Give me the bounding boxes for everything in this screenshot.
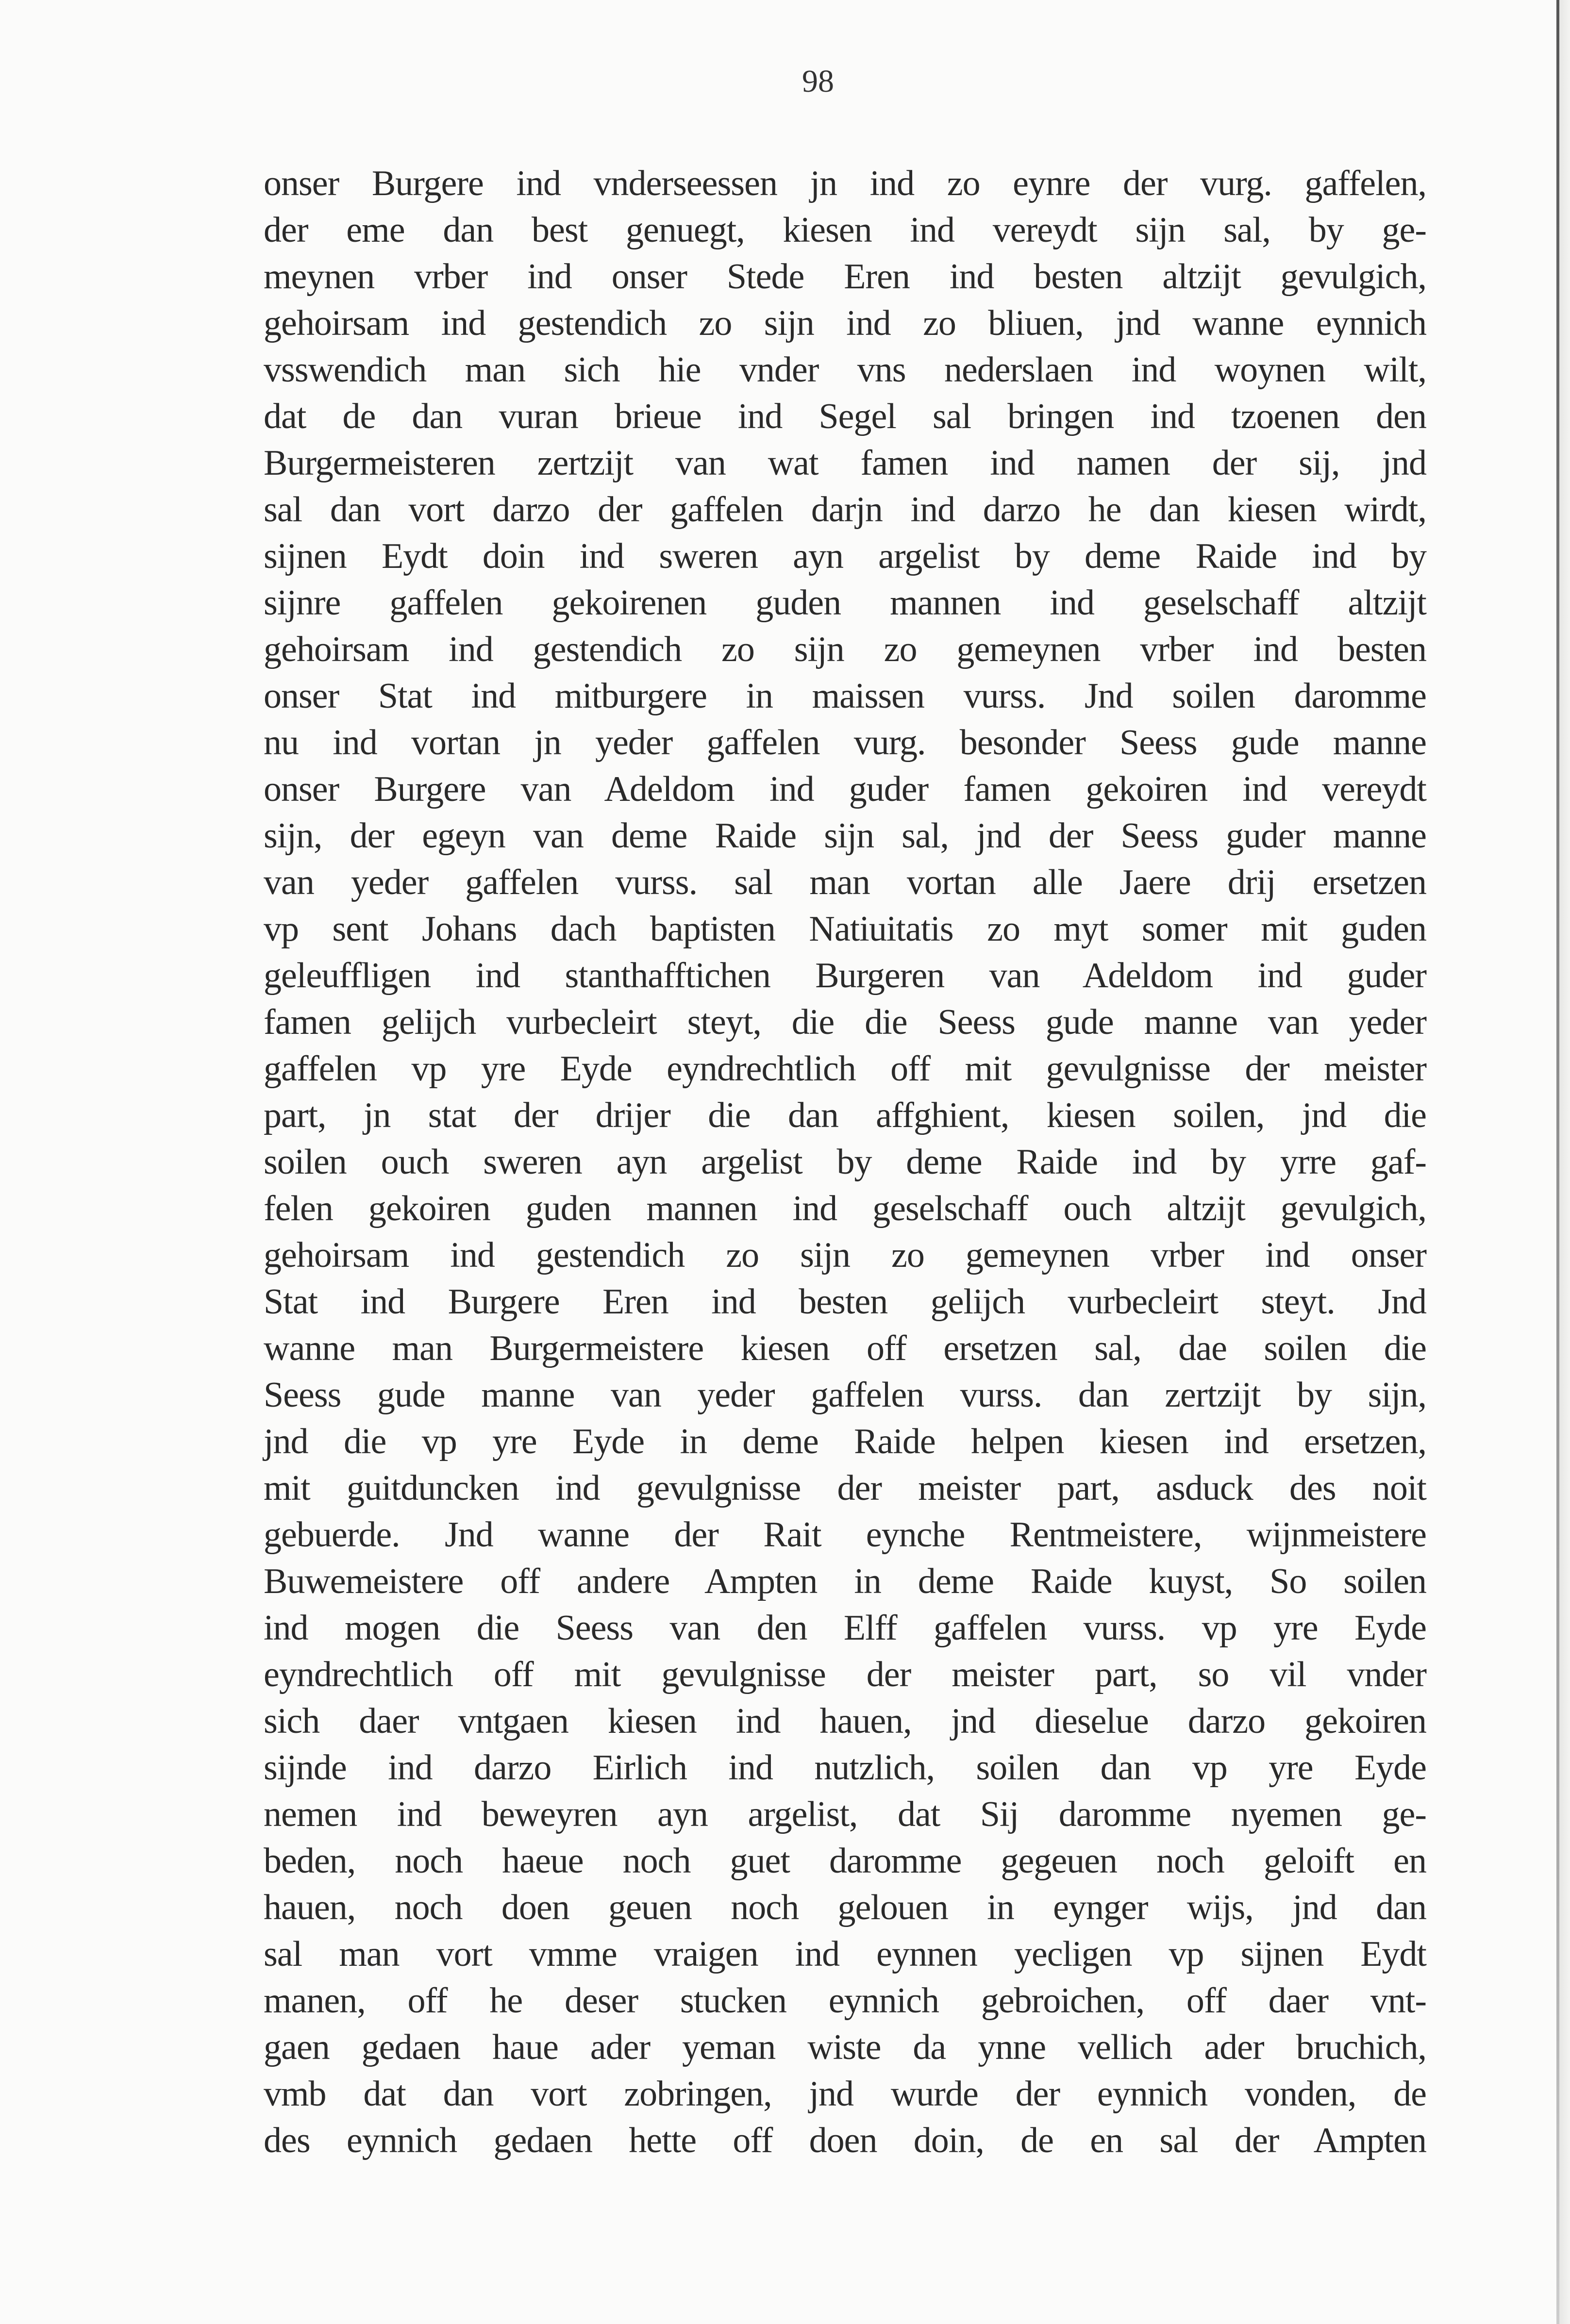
text-line: eyndrechtlich off mit gevulgnisse der meister part, so vil vnder xyxy=(264,1655,1426,1694)
scan-edge-shade xyxy=(1559,0,1570,2324)
text-line: wanne man Burgermeistere kiesen off ersetzen sal, dae soilen die xyxy=(264,1328,1426,1368)
text-line: hauen, noch doen geuen noch gelouen in eynger wijs, jnd dan xyxy=(264,1888,1426,1927)
text-line: onser Burgere van Adeldom ind guder famen gekoiren ind vereydt xyxy=(264,769,1426,809)
text-line: soilen ouch sweren ayn argelist by deme Raide ind by yrre gaf- xyxy=(264,1142,1426,1182)
text-line: manen, off he deser stucken eynnich gebroichen, off daer vnt- xyxy=(264,1981,1426,2021)
text-line: onser Stat ind mitburgere in maissen vurss. Jnd soilen daromme xyxy=(264,676,1426,716)
text-line: gaffelen vp yre Eyde eyndrechtlich off mit gevulgnisse der meister xyxy=(264,1049,1426,1089)
text-line: onser Burgere ind vnderseessen jn ind zo eynre der vurg. gaffelen, xyxy=(264,164,1426,203)
text-line: sijnen Eydt doin ind sweren ayn argelist by deme Raide ind by xyxy=(264,536,1426,576)
text-line: des eynnich gedaen hette off doen doin, de en sal der Ampten xyxy=(264,2121,1426,2160)
text-line: sijnde ind darzo Eirlich ind nutzlich, soilen dan vp yre Eyde xyxy=(264,1748,1426,1788)
text-line: famen gelijch vurbecleirt steyt, die die Seess gude manne van yeder xyxy=(264,1002,1426,1042)
text-line: der eme dan best genuegt, kiesen ind vereydt sijn sal, by ge- xyxy=(264,210,1426,250)
text-line: sijnre gaffelen gekoirenen guden mannen ind geselschaff altzijt xyxy=(264,583,1426,623)
text-line: Buwemeistere off andere Ampten in deme Raide kuyst, So soilen xyxy=(264,1561,1426,1601)
text-line: beden, noch haeue noch guet daromme gegeuen noch geloift en xyxy=(264,1841,1426,1881)
text-line: felen gekoiren guden mannen ind geselschaff ouch altzijt gevulgich, xyxy=(264,1189,1426,1228)
text-line: vp sent Johans dach baptisten Natiuitatis zo myt somer mit guden xyxy=(264,909,1426,949)
text-line: part, jn stat der drijer die dan affghient, kiesen soilen, jnd die xyxy=(264,1096,1426,1135)
text-line: vmb dat dan vort zobringen, jnd wurde der eynnich vonden, de xyxy=(264,2074,1426,2114)
text-line: sal man vort vmme vraigen ind eynnen yecligen vp sijnen Eydt xyxy=(264,1934,1426,1974)
text-line: gehoirsam ind gestendich zo sijn ind zo bliuen, jnd wanne eynnich xyxy=(264,303,1426,343)
text-line: mit guitduncken ind gevulgnisse der meister part, asduck des noit xyxy=(264,1468,1426,1508)
page-number: 98 xyxy=(802,64,834,99)
text-line: sich daer vntgaen kiesen ind hauen, jnd dieselue darzo gekoiren xyxy=(264,1701,1426,1741)
text-line: Burgermeisteren zertzijt van wat famen ind namen der sij, jnd xyxy=(264,443,1426,483)
text-line: gebuerde. Jnd wanne der Rait eynche Rentmeistere, wijnmeistere xyxy=(264,1515,1426,1555)
text-line: gehoirsam ind gestendich zo sijn zo gemeynen vrber ind onser xyxy=(264,1235,1426,1275)
body-text xyxy=(264,160,1426,2164)
scan-page-edge xyxy=(1556,0,1559,2324)
text-line: dat de dan vuran brieue ind Segel sal bringen ind tzoenen den xyxy=(264,397,1426,436)
text-line: vsswendich man sich hie vnder vns nederslaen ind woynen wilt, xyxy=(264,350,1426,390)
text-line: nu ind vortan jn yeder gaffelen vurg. besonder Seess gude manne xyxy=(264,723,1426,763)
text-line: gehoirsam ind gestendich zo sijn zo gemeynen vrber ind besten xyxy=(264,630,1426,669)
text-line: geleuffligen ind stanthafftichen Burgeren van Adeldom ind guder xyxy=(264,956,1426,996)
text-line: sijn, der egeyn van deme Raide sijn sal, jnd der Seess guder manne xyxy=(264,816,1426,856)
text-line: van yeder gaffelen vurss. sal man vortan alle Jaere drij ersetzen xyxy=(264,863,1426,902)
text-line: nemen ind beweyren ayn argelist, dat Sij daromme nyemen ge- xyxy=(264,1794,1426,1834)
text-line: sal dan vort darzo der gaffelen darjn ind darzo he dan kiesen wirdt, xyxy=(264,490,1426,530)
text-line: ind mogen die Seess van den Elff gaffelen vurss. vp yre Eyde xyxy=(264,1608,1426,1648)
text-line: jnd die vp yre Eyde in deme Raide helpen kiesen ind ersetzen, xyxy=(264,1422,1426,1461)
text-line: Seess gude manne van yeder gaffelen vurss. dan zertzijt by sijn, xyxy=(264,1375,1426,1415)
text-line: gaen gedaen haue ader yeman wiste da ynne vellich ader bruchich, xyxy=(264,2027,1426,2067)
text-line: meynen vrber ind onser Stede Eren ind besten altzijt gevulgich, xyxy=(264,257,1426,297)
text-line: Stat ind Burgere Eren ind besten gelijch vurbecleirt steyt. Jnd xyxy=(264,1282,1426,1322)
